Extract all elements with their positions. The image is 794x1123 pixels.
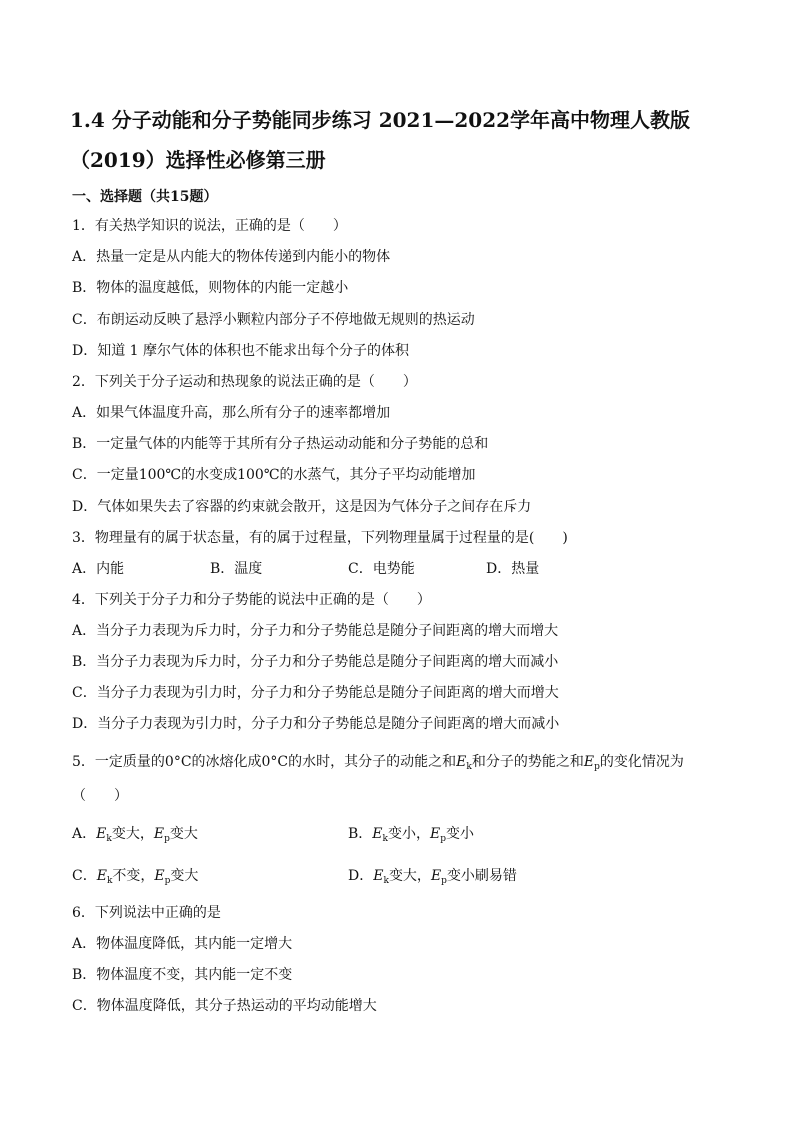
question-5-option-a: A．$E_k$变大，$E_p$变大 [72,826,198,844]
question-1-stem: 1．有关热学知识的说法，正确的是（ ） [72,218,347,234]
question-5-stem-part-1: 5．一定质量的0°C的冰熔化成0°C的水时，其分子的动能之和 [72,754,457,770]
question-3-option-c: C．电势能 [348,561,415,577]
question-2-option-c: C．一定量100℃的水变成100℃的水蒸气，其分子平均动能增加 [72,467,476,483]
question-2-option-d: D．气体如果失去了容器的约束就会散开，这是因为气体分子之间存在斥力 [72,499,532,515]
question-3-option-d: D．热量 [486,561,540,577]
document-title-line-1: 1.4 分子动能和分子势能同步练习 2021—2022学年高中物理人教版 [70,108,691,132]
question-3-option-b: B．温度 [210,561,263,577]
question-4-stem: 4．下列关于分子力和分子势能的说法中正确的是（ ） [72,592,431,608]
question-1-option-d: D．知道 1 摩尔气体的体积也不能求出每个分子的体积 [72,343,410,359]
question-4-option-c: C．当分子力表现为引力时，分子力和分子势能总是随分子间距离的增大而增大 [72,685,559,701]
question-5-stem-part-2: 和分子的势能之和 [471,754,584,770]
question-2-stem: 2．下列关于分子运动和热现象的说法正确的是（ ） [72,374,417,390]
question-3-stem: 3．物理量有的属于状态量，有的属于过程量，下列物理量属于过程量的是( ) [72,530,568,546]
ep-symbol: $E_p$ [583,754,600,772]
question-6-option-a: A．物体温度降低，其内能一定增大 [72,936,293,952]
question-5-stem-line-2: （ ） [72,788,128,804]
question-6-option-c: C．物体温度降低，其分子热运动的平均动能增大 [72,998,377,1014]
section-heading: 一、选择题（共15题） [72,189,218,205]
question-5-stem [72,752,684,777]
question-2-option-b: B．一定量气体的内能等于其所有分子热运动动能和分子势能的总和 [72,436,489,452]
question-6-option-b: B．物体温度不变，其内能一定不变 [72,967,293,983]
question-4-option-b: B．当分子力表现为斥力时，分子力和分子势能总是随分子间距离的增大而减小 [72,654,559,670]
question-5-option-c: C．$E_k$不变，$E_p$变大 [72,868,199,886]
question-4-option-d: D．当分子力表现为引力时，分子力和分子势能总是随分子间距离的增大而减小 [72,716,560,732]
question-2-option-a: A．如果气体温度升高，那么所有分子的速率都增加 [72,405,391,421]
question-5-stem-part-3: 的变化情况为 [599,754,684,770]
question-6-stem: 6．下列说法中正确的是 [72,905,221,921]
document-title-line-2: （2019）选择性必修第三册 [70,148,326,172]
question-4-option-a: A．当分子力表现为斥力时，分子力和分子势能总是随分子间距离的增大而增大 [72,623,559,639]
question-1-option-c: C．布朗运动反映了悬浮小颗粒内部分子不停地做无规则的热运动 [72,312,475,328]
question-5-option-d: D．$E_k$变大，$E_p$变小刷易错 [348,868,517,886]
question-5-option-b: B．$E_k$变小，$E_p$变小 [348,826,474,844]
ek-symbol: $E_k$ [456,754,472,772]
question-3-option-a: A．内能 [72,561,125,577]
question-1-option-a: A．热量一定是从内能大的物体传递到内能小的物体 [72,249,391,265]
question-1-option-b: B．物体的温度越低，则物体的内能一定越小 [72,280,349,296]
